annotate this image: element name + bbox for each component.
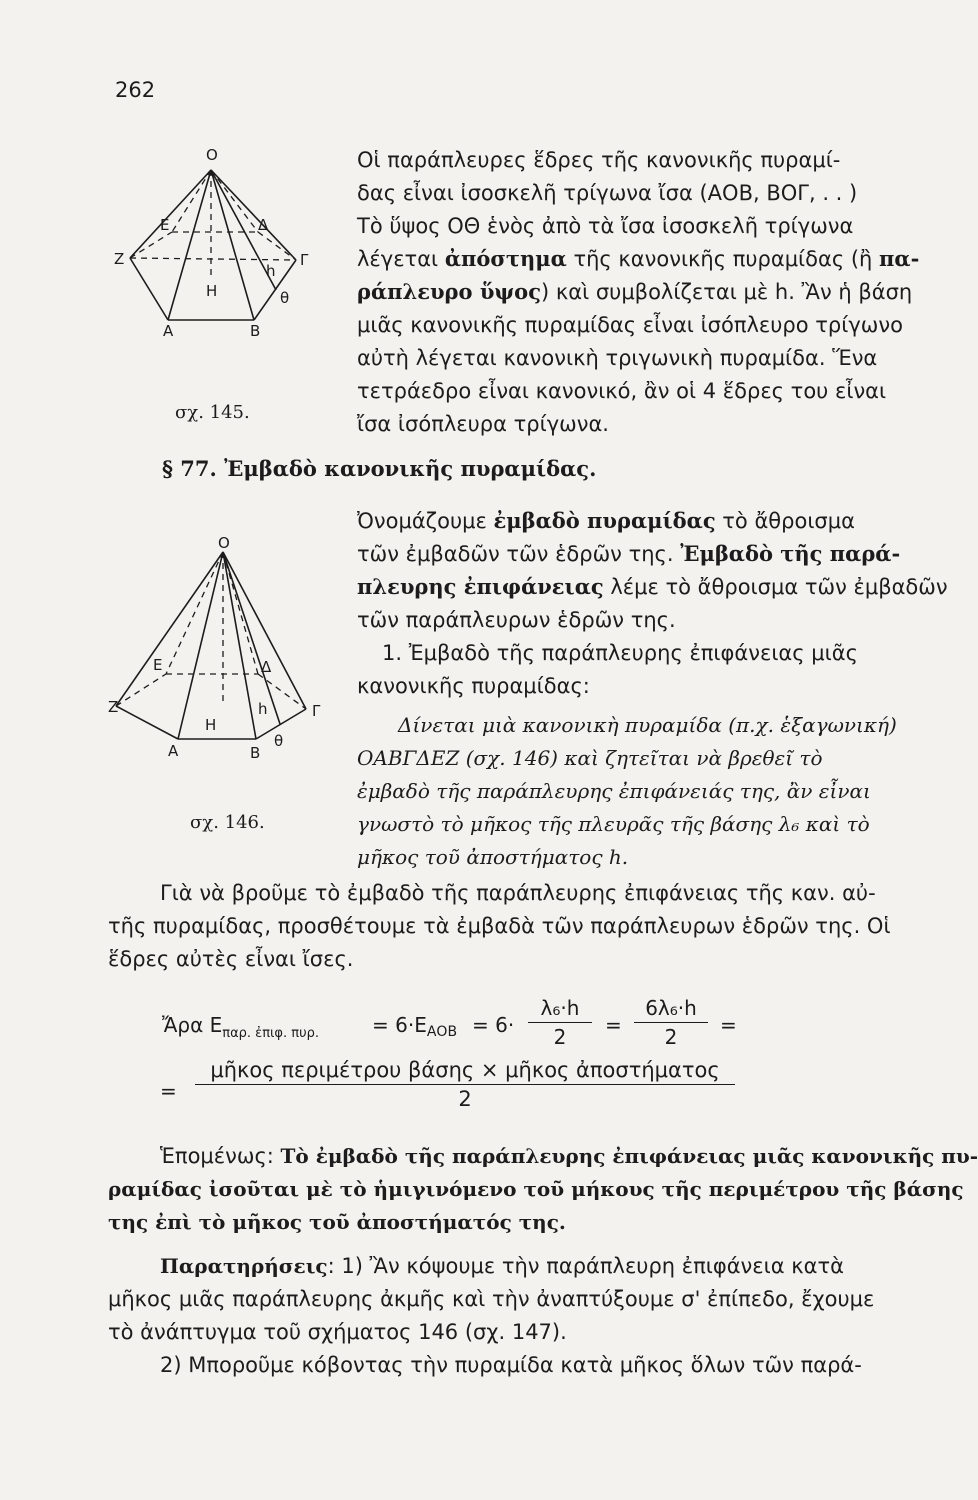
item1-italic-1: Δίνεται μιὰ κανονικὴ πυραμίδα (π.χ. ἑξαγωνική) [398,713,897,737]
figure-145 [108,140,338,410]
label-A-145: Α [163,322,174,340]
remarks-heading: Παρατηρήσεις [160,1254,328,1278]
formula-eq-1-subscript: ΑΟΒ [426,1024,458,1040]
intro-line-5 [357,279,912,305]
formula-lead [162,1012,319,1047]
conclusion-statement-1: Τὸ ἐμβαδὸ τῆς παράπλευρης ἐπιφάνειας μιᾶς κανονικῆς πυ- [280,1144,978,1168]
para-line-3: ἕδρες αὐτὲς εἶναι ἴσες. [108,947,354,971]
formula-fraction-3 [195,1058,735,1111]
label-theta-145: θ [280,289,290,307]
fraction-3-denominator: 2 [458,1087,472,1111]
label-E-146: Ε [153,656,163,674]
formula-eq-1 [372,1012,457,1045]
pyramid-diagram-145 [108,140,338,410]
intro-line-1: Οἱ παράπλευρες ἕδρες τῆς κανονικῆς πυραμί- [357,148,841,172]
figure-146-caption: σχ. 146. [190,812,265,833]
intro-line-2: δας εἶναι ἰσοσκελῆ τρίγωνα ἴσα (ΑΟΒ, ΒΟΓ, . . ) [357,181,858,205]
formula-eq-5: = [160,1079,177,1103]
page-number: 262 [115,78,156,102]
label-Z-146: Ζ [108,698,119,716]
para-line-2: τῆς πυραμίδας, προσθέτουμε τὰ ἐμβαδὰ τῶν παράπλευρων ἑδρῶν της. Οἱ [108,914,891,938]
remarks-line-3: τὸ ἀνάπτυγμα τοῦ σχήματος 146 (σχ. 147). [108,1320,567,1344]
term-emvado-pyramidas: ἐμβαδὸ πυραμίδας [493,508,716,533]
term-emvado-paraplevris: Ἐμβαδὸ τῆς παρά- [680,541,901,566]
label-Z-145: Ζ [114,250,125,268]
definition-line-2-a: τῶν ἐμβαδῶν τῶν ἑδρῶν της. [357,542,681,566]
fraction-3-numerator: μῆκος περιμέτρου βάσης × μῆκος ἀποστήματος [195,1058,735,1085]
section-heading: § 77. Ἐμβαδὸ κανονικῆς πυραμίδας. [162,456,597,481]
formula-fraction-2 [634,996,708,1049]
fraction-2-numerator: 6λ₆·h [634,996,708,1023]
label-D-146: Δ [261,658,272,676]
formula-lead-subscript: παρ. ἐπιφ. πυρ. [222,1026,320,1041]
label-B-145: Β [250,322,261,340]
label-D-145: Δ [258,216,269,234]
conclusion-line-1 [160,1143,978,1169]
label-G-146: Γ [312,702,321,720]
intro-line-4-a: λέγεται [357,247,445,271]
intro-line-8: τετράεδρο εἶναι κανονικό, ἂν οἱ 4 ἕδρες του εἶναι [357,379,887,403]
term-epifaneias: πλευρης ἐπιφάνειας [357,574,604,599]
conclusion-line-3: της ἐπὶ τὸ μῆκος τοῦ ἀποστήματός της. [108,1210,566,1234]
item1-line-2: κανονικῆς πυραμίδας: [357,674,590,698]
conclusion-lead: Ἑπομένως: [160,1144,281,1168]
label-B-146: Β [250,744,261,762]
label-h-146: h [258,700,268,718]
definition-line-2 [357,541,900,567]
definition-line-4: τῶν παράπλευρων ἑδρῶν της. [357,608,676,632]
formula-lead-text: Ἄρα Ε [162,1013,223,1037]
label-theta-146: θ [274,732,284,750]
formula-eq-4: = [720,1013,737,1037]
figure-145-caption: σχ. 145. [175,402,250,423]
figure-146 [108,534,338,804]
intro-line-4 [357,246,919,272]
para-line-1: Γιὰ νὰ βροῦμε τὸ ἐμβαδὸ τῆς παράπλευρης ἐπιφάνειας τῆς καν. αὐ- [160,881,876,905]
item1-italic-2: ΟΑΒΓΔΕΖ (σχ. 146) καὶ ζητεῖται νὰ βρεθεῖ τὸ [357,746,823,770]
intro-line-3: Τὸ ὕψος ΟΘ ἑνὸς ἀπὸ τὰ ἴσα ἰσοσκελῆ τρίγωνα [357,214,854,238]
label-apex-145: Ο [206,146,218,164]
label-A-146: Α [168,742,179,760]
formula-eq-3: = [605,1013,622,1037]
item1-italic-5: μῆκος τοῦ ἀποστήματος h. [357,845,629,869]
remarks-line-2: μῆκος μιᾶς παράπλευρης ἀκμῆς καὶ τὴν ἀναπτύξουμε σ' ἐπίπεδο, ἔχουμε [108,1287,875,1311]
remarks-line-4: 2) Μποροῦμε κόβοντας τὴν πυραμίδα κατὰ μῆκος ὅλων τῶν παρά- [160,1353,862,1377]
formula-fraction-1 [528,996,592,1049]
intro-line-9: ἴσα ἰσόπλευρα τρίγωνα. [357,412,609,436]
item1-italic-3: ἐμβαδὸ τῆς παράπλευρης ἐπιφάνειάς της, ἂν εἶναι [357,779,871,803]
label-G-145: Γ [300,251,309,269]
remarks-line-1 [160,1253,844,1279]
fraction-1-denominator: 2 [553,1025,567,1049]
label-H-146: Η [205,716,217,734]
remarks-line-1-text: : 1) Ἂν κόψουμε τὴν παράπλευρη ἐπιφάνεια κατὰ [327,1254,844,1278]
intro-line-4-c: τῆς κανονικῆς πυραμίδας (ἢ [566,247,880,271]
definition-line-3 [357,574,948,600]
label-H-145: Η [206,282,218,300]
definition-line-1-a: Ὀνομάζουμε [357,509,494,533]
item1-italic-4: γνωστὸ τὸ μῆκος τῆς πλευρᾶς τῆς βάσης λ₆ καὶ τὸ [357,812,870,836]
intro-line-4-d: πα- [879,246,920,271]
label-h-145: h [266,262,276,280]
definition-line-1-c: τὸ ἄθροισμα [715,509,855,533]
formula-eq-1-text: = 6·Ε [372,1013,427,1037]
intro-line-5-b: ) καὶ συμβολίζεται μὲ h. Ἂν ἡ βάση [540,280,913,304]
definition-line-3-b: λέμε τὸ ἄθροισμα τῶν ἐμβαδῶν [603,575,948,599]
intro-line-7: αὐτὴ λέγεται κανονικὴ τριγωνικὴ πυραμίδα. Ἕνα [357,346,878,370]
term-paraplevro-ypsos: ράπλευρο ὕψος [357,279,541,304]
fraction-2-denominator: 2 [664,1025,678,1049]
item1-line-1: 1. Ἐμβαδὸ τῆς παράπλευρης ἐπιφάνειας μιᾶς [382,641,858,665]
label-E-145: Ε [160,216,170,234]
intro-line-6: μιᾶς κανονικῆς πυραμίδας εἶναι ἰσόπλευρο τρίγωνο [357,313,903,337]
conclusion-line-2: ραμίδας ἰσοῦται μὲ τὸ ἡμιγινόμενο τοῦ μήκους τῆς περιμέτρου τῆς βάσης [108,1177,964,1201]
definition-line-1 [357,508,855,534]
fraction-1-numerator: λ₆·h [528,996,592,1023]
pyramid-diagram-146 [108,534,338,804]
term-apostima: ἀπόστημα [444,246,567,271]
formula-eq-2: = 6· [472,1013,515,1037]
label-apex-146: Ο [218,534,230,552]
